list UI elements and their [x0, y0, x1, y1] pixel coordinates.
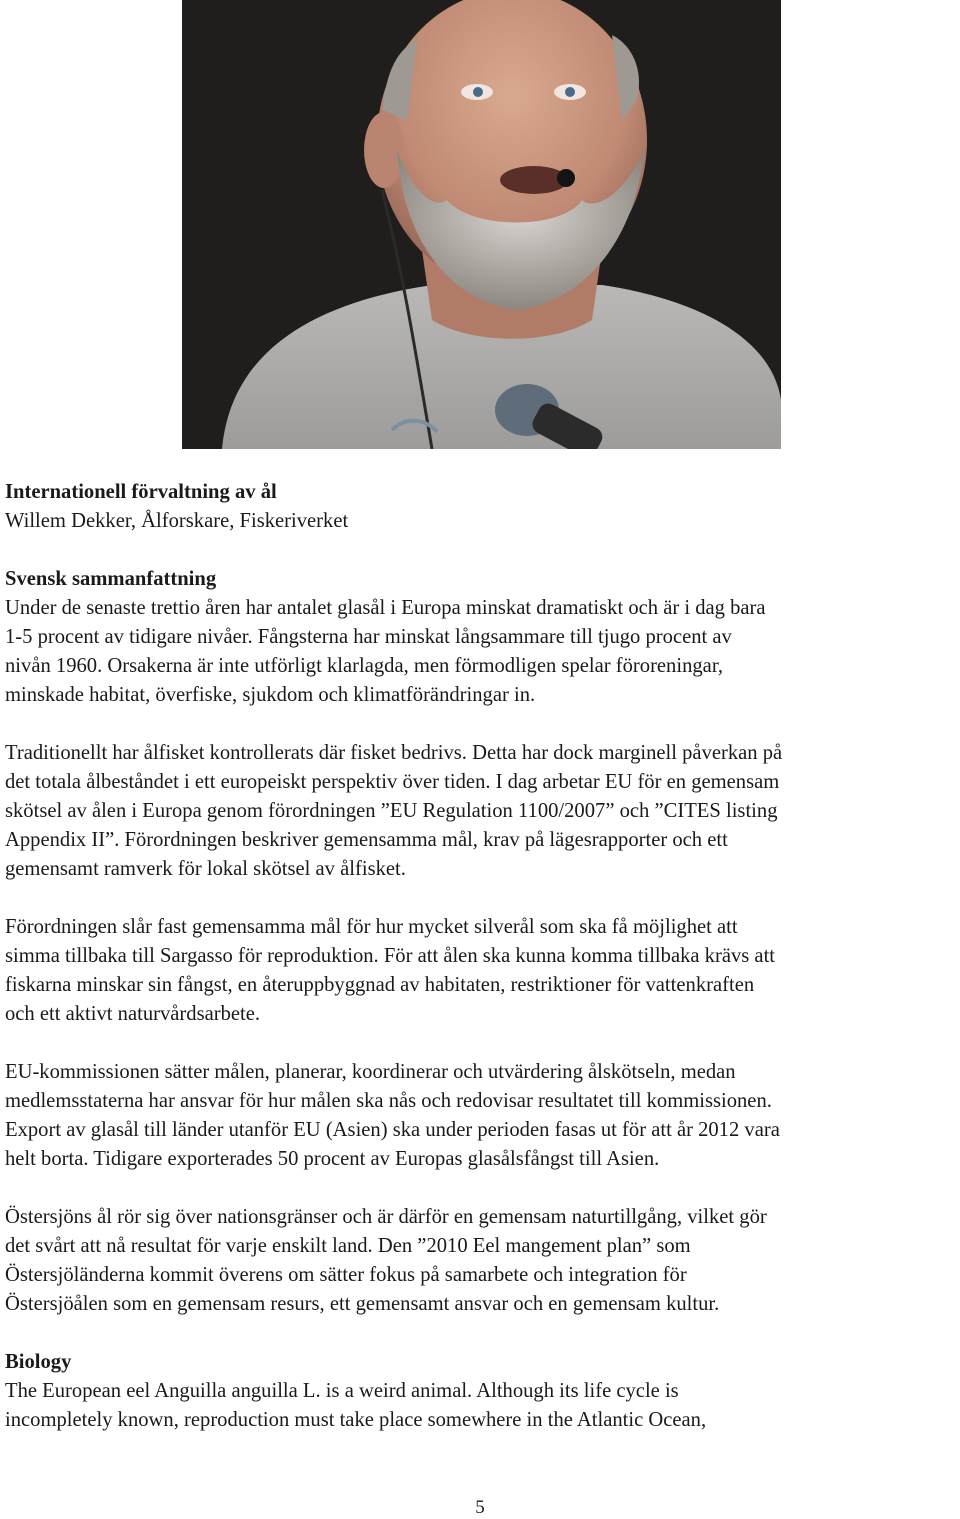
text-line: incompletely known, reproduction must take place somewhere in the Atlantic Ocean, — [5, 1409, 707, 1431]
text-line: EU-kommissionen sätter målen, planerar, koordinerar och utvärdering ålskötseln, medan — [5, 1061, 736, 1083]
text-line: Export av glasål till länder utanför EU (Asien) ska under perioden fasas ut för att år 2012 vara — [5, 1119, 780, 1141]
text-line: simma tillbaka till Sargasso för reproduktion. För att ålen ska kunna komma tillbaka krävs att — [5, 945, 776, 967]
text-line: Östersjöns ål rör sig över nationsgränser och är därför en gemensam naturtillgång, vilket gör — [5, 1206, 767, 1228]
paragraph — [5, 1058, 957, 1174]
text-line: medlemsstaterna har ansvar för hur målen ska nås och redovisar resultatet till kommissionen. — [5, 1090, 772, 1112]
speaker-photo-graphic — [182, 0, 781, 449]
text-line: The European eel Anguilla anguilla L. is a weird animal. Although its life cycle is — [5, 1380, 679, 1402]
biology-section — [5, 1348, 957, 1435]
author-line: Willem Dekker, Ålforskare, Fiskeriverket — [5, 510, 349, 532]
page-number: 5 — [475, 1497, 485, 1518]
text-line: det svårt att nå resultat för varje enskilt land. Den ”2010 Eel mangement plan” som — [5, 1235, 691, 1257]
text-line: Appendix II”. Förordningen beskriver gemensamma mål, krav på lägesrapporter och ett — [5, 829, 728, 851]
text-line: Under de senaste trettio åren har antalet glasål i Europa minskat dramatiskt och är i dag bara — [5, 597, 766, 619]
document-body — [5, 478, 957, 1435]
biology-heading: Biology — [5, 1351, 72, 1373]
text-line: Förordningen slår fast gemensamma mål för hur mycket silverål som ska få möjlighet att — [5, 916, 738, 938]
text-line: skötsel av ålen i Europa genom förordningen ”EU Regulation 1100/2007” och ”CITES listing — [5, 800, 778, 822]
text-line: Östersjöländerna kommit överens om sätter fokus på samarbete och integration för — [5, 1264, 687, 1286]
document-title: Internationell förvaltning av ål — [5, 481, 277, 503]
text-line: det totala ålbeståndet i ett europeiskt perspektiv över tiden. I dag arbetar EU för en gemensam — [5, 771, 780, 793]
text-line: Traditionellt har ålfisket kontrollerats där fisket bedrivs. Detta har dock marginell påverkan på — [5, 742, 783, 764]
text-line: gemensamt ramverk för lokal skötsel av ålfisket. — [5, 858, 406, 880]
paragraph — [5, 739, 957, 884]
text-line: helt borta. Tidigare exporterades 50 procent av Europas glasålsfångst till Asien. — [5, 1148, 660, 1170]
paragraph — [5, 913, 957, 1029]
text-line: 1-5 procent av tidigare nivåer. Fångsterna har minskat långsammare till tjugo procent av — [5, 626, 732, 648]
text-line: och ett aktivt naturvårdsarbete. — [5, 1003, 261, 1025]
summary-section — [5, 565, 957, 710]
paragraph — [5, 1203, 957, 1319]
text-line: fiskarna minskar sin fångst, en återuppbyggnad av habitaten, restriktioner för vattenkraften — [5, 974, 755, 996]
text-line: Östersjöålen som en gemensam resurs, ett gemensamt ansvar och en gemensam kultur. — [5, 1293, 720, 1315]
text-line: minskade habitat, överfiske, sjukdom och klimatförändringar in. — [5, 684, 536, 706]
title-block — [5, 478, 957, 536]
text-line: nivån 1960. Orsakerna är inte utförligt klarlagda, men förmodligen spelar föroreningar, — [5, 655, 723, 677]
summary-heading: Svensk sammanfattning — [5, 568, 217, 590]
speaker-photo — [182, 0, 781, 449]
